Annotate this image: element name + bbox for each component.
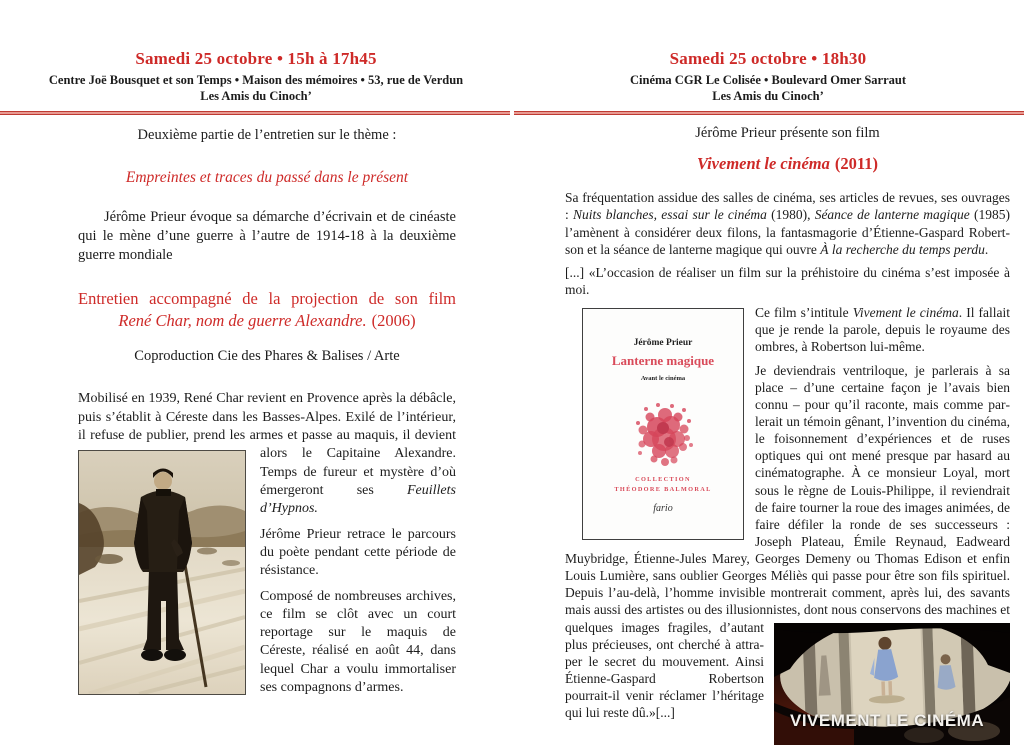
book-cover-author: Jérôme Prieur bbox=[633, 338, 693, 349]
quote-opening-line: [...] «L’occasion de réaliser un film sur la préhistoire du cinéma s’est imposée à moi. bbox=[565, 264, 1010, 297]
book-cover-frame bbox=[582, 308, 744, 540]
event-date-time: Samedi 25 octobre • 18h30 bbox=[669, 49, 867, 68]
event-organizer: Les Amis du Cinoch’ bbox=[712, 88, 824, 103]
right-body-text bbox=[565, 189, 1010, 731]
film-title-text: René Char, nom de guerre Alexandre. bbox=[118, 311, 367, 331]
intro-line: Jérôme Prieur présente son film bbox=[695, 125, 880, 142]
book-cover-collection bbox=[583, 475, 743, 495]
event-venue: Cinéma CGR Le Colisée • Boulevard Omer Sarraut bbox=[630, 73, 906, 87]
left-body-text bbox=[78, 390, 456, 697]
film-still-title: VIVEMENT LE CINÉMA bbox=[790, 711, 985, 731]
body-text-italic: Feuillets d’Hypnos. bbox=[260, 482, 456, 517]
page-right bbox=[512, 0, 1024, 731]
book-cover-title: Lanterne magique bbox=[611, 353, 715, 369]
book-title-italic: Nuits blanches, essai sur le cinéma bbox=[572, 207, 767, 223]
coral-illustration bbox=[583, 397, 743, 467]
page-left bbox=[0, 0, 512, 726]
event-header-left bbox=[0, 0, 512, 104]
rene-char-photo-image bbox=[79, 451, 245, 694]
body-text: Je deviendrais ventriloque, je parlerais à sa place – d’une certaine façon je l’avais bien connu – pour qu’il raconte, mais comme parlerait un témoin gênant, l’invention du cinéma, le foisonnement d’expériences et de ruses optiques qui ont mené presque par hasard au cinématographe. À ce monsieur Loyal, mort sous le règne de Louis-Philippe, il reviendrait de faire tourner la roue des images animées, de faire défiler la ronde de ses successeurs : Joseph Plateau, Émile Reynaud, Eadweard Muybridge, Étienne-Jules Marey, Georges Demeny ou Thomas Edison et enfin Louis Lumière, sans oublier Georges Méliès qui passe pour être son fils spirituel. Depuis l’au-delà, l’homme invisible montrerait comment, après lui, des savants mais aussi des artistes ou des illusionnistes, dont bbox=[565, 362, 1010, 618]
film-title-text: Vivement le cinéma bbox=[697, 154, 830, 174]
body-paragraph bbox=[565, 189, 1010, 258]
book-cover-subtitle: Avant le cinéma bbox=[640, 375, 686, 383]
body-text: nous conservons des machines et quelques images fragiles, d’autant plus précieuses, ont cherché à attraper le secret du mouvement. Ainsi Étienne-Gaspard Robertson pourrait-il venir réclamer l’héritage qui lui reste dû.»[...] bbox=[565, 602, 1010, 721]
collection-line-1: COLLECTION bbox=[635, 476, 691, 484]
film-year: (2011) bbox=[834, 154, 878, 174]
event-date-time: Samedi 25 octobre • 15h à 17h45 bbox=[135, 49, 377, 68]
film-still bbox=[774, 623, 1010, 745]
body-paragraph bbox=[78, 390, 456, 518]
body-text: (1980), bbox=[766, 207, 815, 223]
film-title-italic: Vivement le cinéma bbox=[852, 305, 959, 321]
photo-frame bbox=[78, 450, 246, 695]
event-header-right bbox=[512, 0, 1024, 104]
book-cover bbox=[582, 308, 744, 540]
right-page-content bbox=[512, 115, 1024, 731]
body-text: Sa fréquentation assidue des salles de cinéma, ses articles de revues, ses ouvrages : bbox=[565, 190, 1010, 223]
body-text: (1985) l’amènent à considérer deux filons, la fantasmagorie d’Étienne-Gaspard Robertson et la séance de lanterne magique qui ouvre bbox=[565, 207, 1010, 257]
body-paragraph: Composé de nombreuses archives, ce film se clôt avec un court reportage sur le maquis de Céreste, réalisé en août 44, dans lequel Char a voulu immortaliser ses compagnons d’armes. bbox=[260, 588, 456, 696]
body-text: . Il fallait que je rende la parole, depuis le royaume des ombres, à Robertson lui-même. bbox=[755, 305, 1010, 355]
intro-line: Deuxième partie de l’entretien sur le thème : bbox=[137, 127, 397, 144]
book-cover-publisher: fario bbox=[653, 503, 673, 515]
collection-line-2: THÉODORE BALMORAL bbox=[614, 486, 712, 494]
screening-line: Entretien accompagné de la projection de son film bbox=[78, 288, 456, 308]
body-text: . bbox=[984, 241, 989, 257]
body-text: maquis, il devient alors le Capitaine Alexandre. Temps de fureur et mystère d’où émergeront ses bbox=[260, 427, 456, 498]
event-organizer: Les Amis du Cinoch’ bbox=[200, 88, 312, 103]
film-title-2006 bbox=[78, 311, 456, 331]
body-text: Ce film s’intitule bbox=[755, 305, 853, 321]
body-text: Mobilisé en 1939, René Char revient en Provence après la débâcle, puis s’établit à Céreste dans les Basses-Alpes. Exilé de l’intérieur, il refuse de publier, prend les armes et passe au bbox=[78, 391, 456, 443]
rene-char-photo bbox=[78, 450, 246, 695]
left-page-content bbox=[0, 115, 512, 697]
body-paragraph: Jérôme Prieur retrace le parcours du poète pendant cette période de résistance. bbox=[260, 526, 456, 579]
film-year: (2006) bbox=[371, 311, 416, 331]
event-venue: Centre Joë Bousquet et son Temps • Maison des mémoires • 53, rue de Verdun bbox=[48, 73, 464, 87]
coproduction-line: Coproduction Cie des Phares & Balises / Arte bbox=[134, 348, 400, 365]
presentation-paragraph: Jérôme Prieur évoque sa démarche d’écrivain et de cinéaste qui le mène d’une guerre à l’autre de 1914-18 à la deuxième guerre mondiale bbox=[78, 209, 456, 263]
coral-illustration-image bbox=[631, 397, 695, 467]
film-title-2011 bbox=[565, 154, 1010, 174]
book-title-italic: À la recherche du temps perdu bbox=[820, 241, 985, 257]
theme-title: Empreintes et traces du passé dans le présent bbox=[125, 169, 409, 187]
book-title-italic: Séance de lanterne magique bbox=[814, 207, 970, 223]
